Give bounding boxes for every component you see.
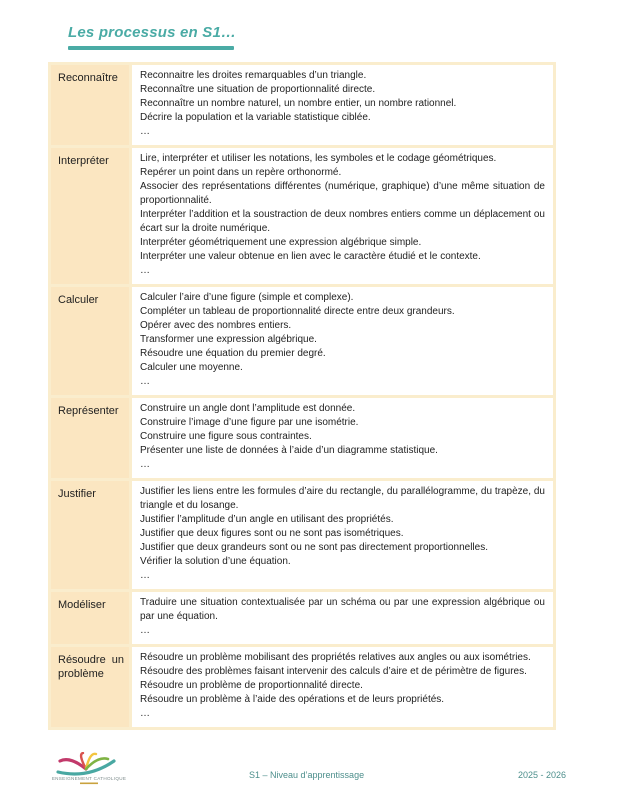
title-underline <box>68 46 234 50</box>
page-title: Les processus en S1… <box>68 24 237 41</box>
process-item: Résoudre un problème de proportionnalité directe. <box>140 680 363 691</box>
process-item: Résoudre des problèmes faisant intervenir des calculs d’aire et de périmètre de figures. <box>140 666 527 677</box>
logo-label: ENSEIGNEMENT CATHOLIQUE <box>51 776 127 781</box>
process-label: Calculer <box>51 287 129 395</box>
footer-level-text: S1 – Niveau d’apprentissage <box>249 770 365 780</box>
process-item: Résoudre un problème à l’aide des opérations et de leurs propriétés. <box>140 694 445 705</box>
process-item: Transformer une expression algébrique. <box>140 334 317 345</box>
process-items <box>132 287 553 395</box>
process-items <box>132 481 553 589</box>
process-items <box>132 148 553 284</box>
process-item: Construire l’image d’une figure par une isométrie. <box>140 417 359 428</box>
process-item: … <box>140 708 150 719</box>
process-items <box>132 592 553 644</box>
process-label: Représenter <box>51 398 129 478</box>
process-item: Opérer avec des nombres entiers. <box>140 320 292 331</box>
process-table <box>48 62 556 730</box>
process-item: … <box>140 265 150 276</box>
process-item: Interpréter géométriquement une expression algébrique simple. <box>140 237 422 248</box>
enseignement-catholique-logo <box>50 752 128 794</box>
process-item: Vérifier la solution d’une équation. <box>140 556 291 567</box>
process-item: Calculer l’aire d’une figure (simple et complexe). <box>140 292 354 303</box>
process-item: Justifier que deux figures sont ou ne sont pas isométriques. <box>140 528 404 539</box>
process-item: Justifier l’amplitude d’un angle en utilisant des propriétés. <box>140 514 394 525</box>
process-item: Reconnaître un nombre naturel, un nombre entier, un nombre rationnel. <box>140 98 457 109</box>
process-item: … <box>140 570 150 581</box>
process-label: Reconnaître <box>51 65 129 145</box>
process-item: Calculer une moyenne. <box>140 362 243 373</box>
process-item: … <box>140 376 150 387</box>
logo-sub-rule <box>80 783 98 785</box>
process-item: Interpréter une valeur obtenue en lien avec le caractère étudié et le contexte. <box>140 251 481 262</box>
process-items <box>132 65 553 145</box>
process-item: … <box>140 625 150 636</box>
process-item: Reconnaitre les droites remarquables d’un triangle. <box>140 70 367 81</box>
process-item: … <box>140 459 150 470</box>
process-item: Présenter une liste de données à l’aide d’un diagramme statistique. <box>140 445 438 456</box>
process-item: Construire une figure sous contraintes. <box>140 431 312 442</box>
process-item: Décrire la population et la variable statistique ciblée. <box>140 112 371 123</box>
process-item: Interpréter l’addition et la soustraction de deux nombres entiers comme un déplacement ou écart sur la droite numérique. <box>140 209 545 234</box>
footer-year-text: 2025 - 2026 <box>517 770 566 780</box>
process-items <box>132 647 553 727</box>
process-item: … <box>140 126 150 137</box>
process-item: Construire un angle dont l’amplitude est donnée. <box>140 403 356 414</box>
process-label: Justifier <box>51 481 129 589</box>
process-item: Associer des représentations différentes (numérique, graphique) d’une même situation de proportionnalité. <box>140 181 545 206</box>
process-label: Interpréter <box>51 148 129 284</box>
process-items <box>132 398 553 478</box>
process-label: Modéliser <box>51 592 129 644</box>
process-item: Compléter un tableau de proportionnalité directe entre deux grandeurs. <box>140 306 455 317</box>
process-item: Reconnaître une situation de proportionnalité directe. <box>140 84 376 95</box>
process-item: Lire, interpréter et utiliser les notations, les symboles et le codage géométriques. <box>140 153 497 164</box>
process-item: Traduire une situation contextualisée par un schéma ou par une expression algébrique ou par une équation. <box>140 597 545 622</box>
process-label: Résoudre un problème <box>51 647 129 727</box>
process-item: Repérer un point dans un repère orthonormé. <box>140 167 342 178</box>
process-item: Résoudre un problème mobilisant des propriétés relatives aux angles ou aux isométries. <box>140 652 531 663</box>
process-item: Justifier que deux grandeurs sont ou ne sont pas directement proportionnelles. <box>140 542 488 553</box>
process-item: Résoudre une équation du premier degré. <box>140 348 326 359</box>
process-item: Justifier les liens entre les formules d’aire du rectangle, du parallélogramme, du trapèze, du triangle et du losange. <box>140 486 545 511</box>
